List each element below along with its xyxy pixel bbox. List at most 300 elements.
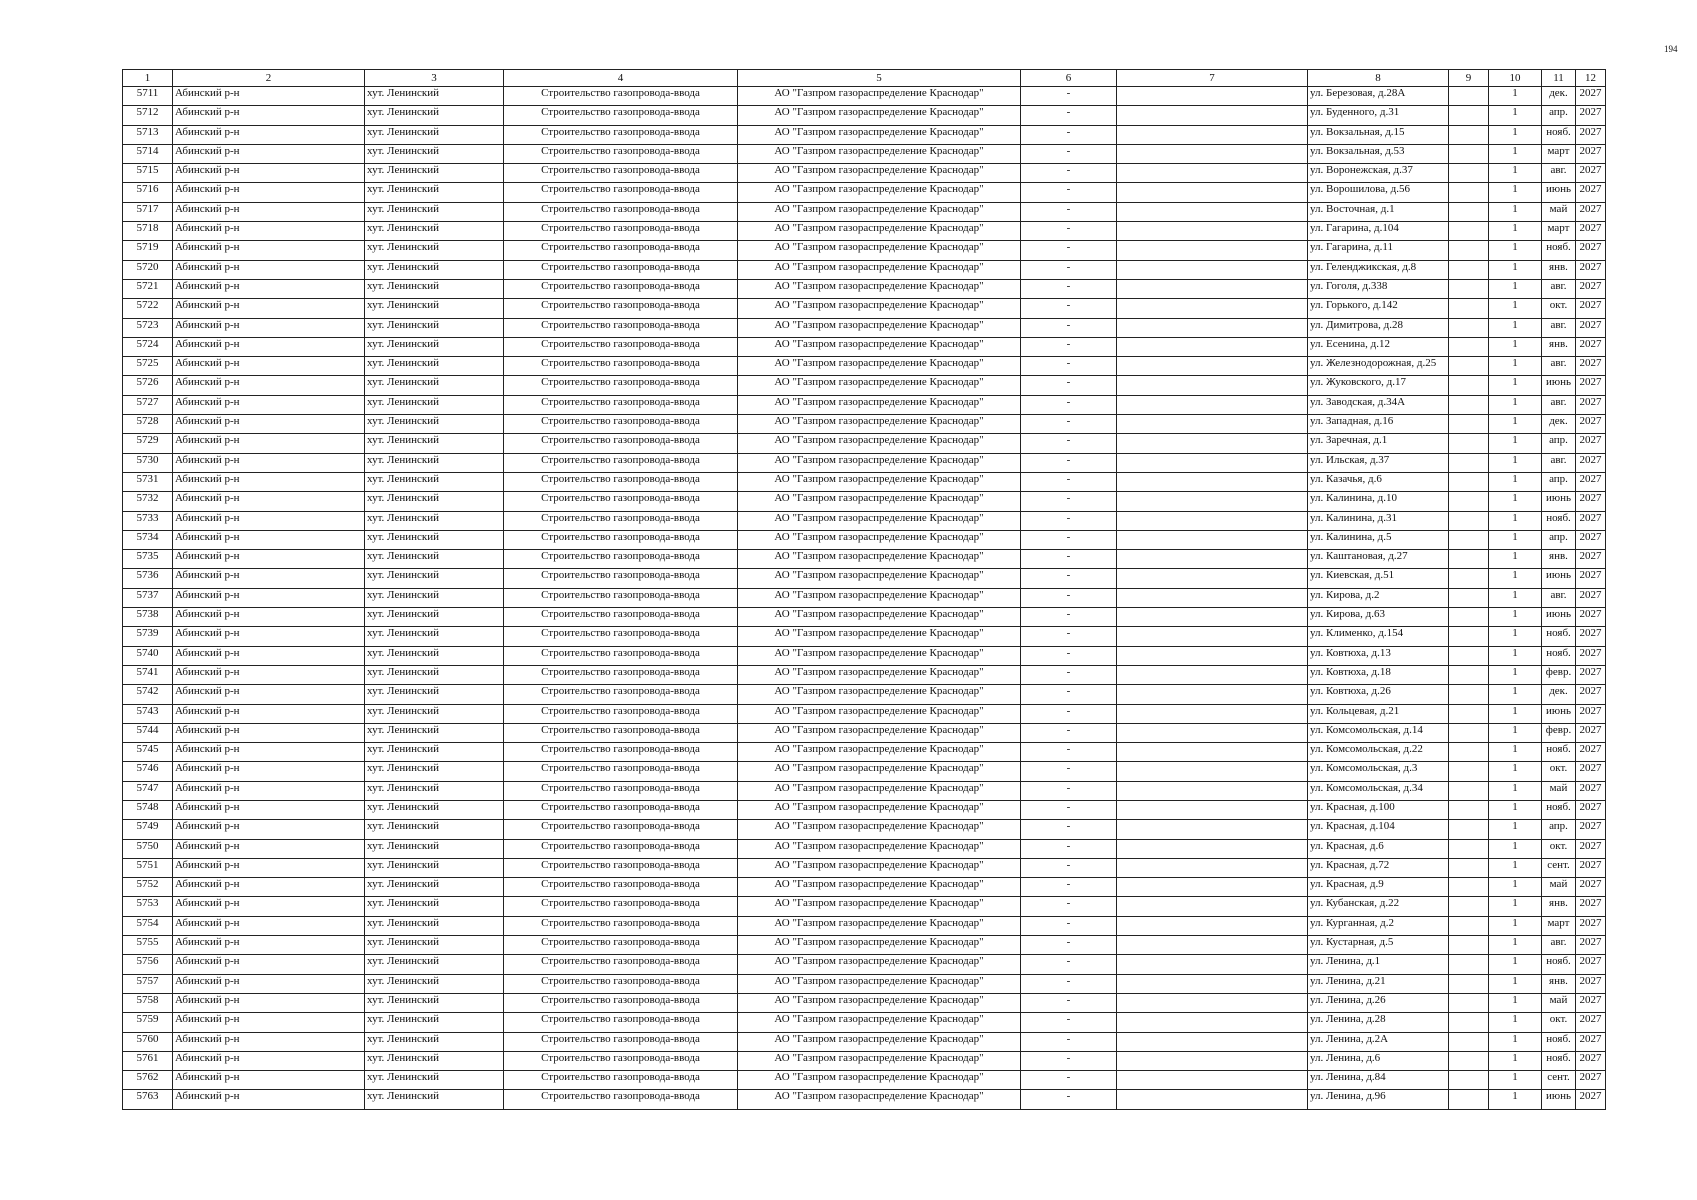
- cell-row-number: 5758: [123, 993, 173, 1012]
- cell-row-number: 5717: [123, 202, 173, 221]
- cell-month: янв.: [1542, 260, 1576, 279]
- cell-address: ул. Кирова, д.2: [1308, 588, 1449, 607]
- cell-row-number: 5754: [123, 916, 173, 935]
- cell-address: ул. Клименко, д.154: [1308, 627, 1449, 646]
- cell-work-type: Строительство газопровода-ввода: [504, 376, 738, 395]
- cell-organization: АО "Газпром газораспределение Краснодар": [738, 916, 1021, 935]
- cell-quantity: 1: [1489, 241, 1542, 260]
- cell-year: 2027: [1576, 569, 1606, 588]
- cell-month: нояб.: [1542, 1051, 1576, 1070]
- table-row: [123, 260, 1606, 279]
- cell-year: 2027: [1576, 993, 1606, 1012]
- cell-address: ул. Ленина, д.2А: [1308, 1032, 1449, 1051]
- cell-col-9: [1449, 608, 1489, 627]
- cell-settlement: хут. Ленинский: [365, 569, 504, 588]
- cell-year: 2027: [1576, 241, 1606, 260]
- cell-row-number: 5759: [123, 1013, 173, 1032]
- cell-year: 2027: [1576, 685, 1606, 704]
- cell-col-9: [1449, 1032, 1489, 1051]
- cell-col-9: [1449, 974, 1489, 993]
- cell-month: дек.: [1542, 87, 1576, 106]
- cell-organization: АО "Газпром газораспределение Краснодар": [738, 858, 1021, 877]
- cell-col-7: [1117, 858, 1308, 877]
- cell-address: ул. Кубанская, д.22: [1308, 897, 1449, 916]
- cell-address: ул. Кустарная, д.5: [1308, 936, 1449, 955]
- cell-month: окт.: [1542, 839, 1576, 858]
- cell-row-number: 5721: [123, 279, 173, 298]
- cell-address: ул. Комсомольская, д.22: [1308, 743, 1449, 762]
- cell-organization: АО "Газпром газораспределение Краснодар": [738, 164, 1021, 183]
- cell-month: сент.: [1542, 858, 1576, 877]
- cell-work-type: Строительство газопровода-ввода: [504, 87, 738, 106]
- cell-col-7: [1117, 1071, 1308, 1090]
- cell-col-6: -: [1021, 993, 1117, 1012]
- cell-work-type: Строительство газопровода-ввода: [504, 588, 738, 607]
- cell-year: 2027: [1576, 627, 1606, 646]
- cell-month: нояб.: [1542, 511, 1576, 530]
- cell-year: 2027: [1576, 453, 1606, 472]
- cell-year: 2027: [1576, 415, 1606, 434]
- cell-settlement: хут. Ленинский: [365, 762, 504, 781]
- cell-address: ул. Есенина, д.12: [1308, 337, 1449, 356]
- table-row: [123, 202, 1606, 221]
- cell-col-9: [1449, 376, 1489, 395]
- table-row: [123, 299, 1606, 318]
- table-row: [123, 511, 1606, 530]
- cell-settlement: хут. Ленинский: [365, 492, 504, 511]
- cell-col-9: [1449, 569, 1489, 588]
- cell-settlement: хут. Ленинский: [365, 627, 504, 646]
- cell-month: окт.: [1542, 1013, 1576, 1032]
- cell-col-7: [1117, 1051, 1308, 1070]
- table-row: [123, 222, 1606, 241]
- cell-district: Абинский р-н: [173, 955, 365, 974]
- cell-address: ул. Комсомольская, д.34: [1308, 781, 1449, 800]
- cell-year: 2027: [1576, 878, 1606, 897]
- table-row: [123, 530, 1606, 549]
- cell-row-number: 5726: [123, 376, 173, 395]
- cell-col-6: -: [1021, 916, 1117, 935]
- cell-settlement: хут. Ленинский: [365, 241, 504, 260]
- cell-quantity: 1: [1489, 1051, 1542, 1070]
- cell-address: ул. Ковтюха, д.13: [1308, 646, 1449, 665]
- cell-organization: АО "Газпром газораспределение Краснодар": [738, 723, 1021, 742]
- cell-col-7: [1117, 800, 1308, 819]
- cell-month: июнь: [1542, 492, 1576, 511]
- cell-year: 2027: [1576, 723, 1606, 742]
- cell-row-number: 5727: [123, 395, 173, 414]
- cell-row-number: 5762: [123, 1071, 173, 1090]
- cell-col-9: [1449, 492, 1489, 511]
- cell-quantity: 1: [1489, 164, 1542, 183]
- cell-work-type: Строительство газопровода-ввода: [504, 453, 738, 472]
- cell-row-number: 5755: [123, 936, 173, 955]
- cell-year: 2027: [1576, 781, 1606, 800]
- cell-col-6: -: [1021, 415, 1117, 434]
- cell-col-6: -: [1021, 144, 1117, 163]
- cell-row-number: 5720: [123, 260, 173, 279]
- cell-work-type: Строительство газопровода-ввода: [504, 1090, 738, 1109]
- table-row: [123, 723, 1606, 742]
- cell-month: февр.: [1542, 665, 1576, 684]
- column-header-10: 10: [1489, 70, 1542, 87]
- cell-col-6: -: [1021, 1013, 1117, 1032]
- cell-year: 2027: [1576, 87, 1606, 106]
- cell-work-type: Строительство газопровода-ввода: [504, 743, 738, 762]
- cell-col-7: [1117, 376, 1308, 395]
- table-row: [123, 492, 1606, 511]
- cell-district: Абинский р-н: [173, 916, 365, 935]
- cell-col-9: [1449, 183, 1489, 202]
- cell-address: ул. Курганная, д.2: [1308, 916, 1449, 935]
- cell-col-9: [1449, 588, 1489, 607]
- cell-row-number: 5723: [123, 318, 173, 337]
- cell-year: 2027: [1576, 588, 1606, 607]
- cell-organization: АО "Газпром газораспределение Краснодар": [738, 646, 1021, 665]
- cell-year: 2027: [1576, 1032, 1606, 1051]
- cell-col-9: [1449, 222, 1489, 241]
- cell-col-7: [1117, 936, 1308, 955]
- cell-district: Абинский р-н: [173, 800, 365, 819]
- cell-col-7: [1117, 569, 1308, 588]
- table-row: [123, 839, 1606, 858]
- cell-col-7: [1117, 993, 1308, 1012]
- cell-col-6: -: [1021, 337, 1117, 356]
- cell-settlement: хут. Ленинский: [365, 743, 504, 762]
- table-row: [123, 685, 1606, 704]
- cell-quantity: 1: [1489, 1032, 1542, 1051]
- cell-col-6: -: [1021, 800, 1117, 819]
- cell-district: Абинский р-н: [173, 260, 365, 279]
- cell-col-6: -: [1021, 550, 1117, 569]
- cell-settlement: хут. Ленинский: [365, 164, 504, 183]
- table-row: [123, 279, 1606, 298]
- cell-work-type: Строительство газопровода-ввода: [504, 318, 738, 337]
- cell-organization: АО "Газпром газораспределение Краснодар": [738, 1032, 1021, 1051]
- cell-organization: АО "Газпром газораспределение Краснодар": [738, 878, 1021, 897]
- table-row: [123, 762, 1606, 781]
- cell-col-7: [1117, 260, 1308, 279]
- cell-quantity: 1: [1489, 511, 1542, 530]
- table-row: [123, 588, 1606, 607]
- cell-settlement: хут. Ленинский: [365, 858, 504, 877]
- cell-month: дек.: [1542, 685, 1576, 704]
- cell-year: 2027: [1576, 530, 1606, 549]
- cell-work-type: Строительство газопровода-ввода: [504, 241, 738, 260]
- cell-work-type: Строительство газопровода-ввода: [504, 357, 738, 376]
- cell-work-type: Строительство газопровода-ввода: [504, 511, 738, 530]
- cell-year: 2027: [1576, 800, 1606, 819]
- cell-col-6: -: [1021, 646, 1117, 665]
- cell-col-7: [1117, 183, 1308, 202]
- cell-col-6: -: [1021, 106, 1117, 125]
- cell-year: 2027: [1576, 1013, 1606, 1032]
- cell-row-number: 5757: [123, 974, 173, 993]
- cell-settlement: хут. Ленинский: [365, 279, 504, 298]
- cell-work-type: Строительство газопровода-ввода: [504, 762, 738, 781]
- cell-row-number: 5739: [123, 627, 173, 646]
- cell-col-6: -: [1021, 1071, 1117, 1090]
- cell-district: Абинский р-н: [173, 820, 365, 839]
- cell-settlement: хут. Ленинский: [365, 588, 504, 607]
- cell-col-7: [1117, 202, 1308, 221]
- cell-col-6: -: [1021, 839, 1117, 858]
- cell-col-6: -: [1021, 376, 1117, 395]
- cell-month: авг.: [1542, 357, 1576, 376]
- cell-quantity: 1: [1489, 665, 1542, 684]
- cell-month: июнь: [1542, 1090, 1576, 1109]
- table-row: [123, 1013, 1606, 1032]
- cell-row-number: 5749: [123, 820, 173, 839]
- cell-work-type: Строительство газопровода-ввода: [504, 299, 738, 318]
- cell-work-type: Строительство газопровода-ввода: [504, 279, 738, 298]
- cell-organization: АО "Газпром газораспределение Краснодар": [738, 337, 1021, 356]
- cell-row-number: 5711: [123, 87, 173, 106]
- table-row: [123, 1090, 1606, 1109]
- cell-col-9: [1449, 87, 1489, 106]
- column-header-11: 11: [1542, 70, 1576, 87]
- cell-quantity: 1: [1489, 125, 1542, 144]
- cell-row-number: 5730: [123, 453, 173, 472]
- cell-col-6: -: [1021, 299, 1117, 318]
- cell-row-number: 5734: [123, 530, 173, 549]
- cell-month: апр.: [1542, 472, 1576, 491]
- cell-quantity: 1: [1489, 704, 1542, 723]
- cell-quantity: 1: [1489, 608, 1542, 627]
- cell-col-6: -: [1021, 87, 1117, 106]
- cell-quantity: 1: [1489, 453, 1542, 472]
- cell-col-7: [1117, 665, 1308, 684]
- cell-row-number: 5736: [123, 569, 173, 588]
- cell-work-type: Строительство газопровода-ввода: [504, 916, 738, 935]
- cell-district: Абинский р-н: [173, 415, 365, 434]
- cell-row-number: 5751: [123, 858, 173, 877]
- cell-organization: АО "Газпром газораспределение Краснодар": [738, 202, 1021, 221]
- table-row: [123, 318, 1606, 337]
- cell-col-6: -: [1021, 279, 1117, 298]
- cell-organization: АО "Газпром газораспределение Краснодар": [738, 183, 1021, 202]
- cell-district: Абинский р-н: [173, 665, 365, 684]
- table-row: [123, 1051, 1606, 1070]
- cell-col-9: [1449, 415, 1489, 434]
- cell-organization: АО "Газпром газораспределение Краснодар": [738, 530, 1021, 549]
- table-row: [123, 1032, 1606, 1051]
- cell-quantity: 1: [1489, 993, 1542, 1012]
- cell-row-number: 5761: [123, 1051, 173, 1070]
- cell-col-6: -: [1021, 685, 1117, 704]
- cell-row-number: 5732: [123, 492, 173, 511]
- cell-organization: АО "Газпром газораспределение Краснодар": [738, 511, 1021, 530]
- cell-col-7: [1117, 87, 1308, 106]
- cell-col-7: [1117, 337, 1308, 356]
- cell-quantity: 1: [1489, 472, 1542, 491]
- cell-col-7: [1117, 415, 1308, 434]
- cell-col-7: [1117, 1090, 1308, 1109]
- cell-row-number: 5733: [123, 511, 173, 530]
- cell-col-9: [1449, 646, 1489, 665]
- cell-month: май: [1542, 878, 1576, 897]
- cell-col-9: [1449, 106, 1489, 125]
- cell-organization: АО "Газпром газораспределение Краснодар": [738, 569, 1021, 588]
- cell-work-type: Строительство газопровода-ввода: [504, 1051, 738, 1070]
- cell-row-number: 5731: [123, 472, 173, 491]
- cell-work-type: Строительство газопровода-ввода: [504, 704, 738, 723]
- cell-quantity: 1: [1489, 685, 1542, 704]
- cell-address: ул. Комсомольская, д.14: [1308, 723, 1449, 742]
- cell-col-7: [1117, 839, 1308, 858]
- cell-year: 2027: [1576, 820, 1606, 839]
- cell-col-9: [1449, 897, 1489, 916]
- cell-quantity: 1: [1489, 357, 1542, 376]
- cell-settlement: хут. Ленинский: [365, 125, 504, 144]
- cell-district: Абинский р-н: [173, 241, 365, 260]
- cell-quantity: 1: [1489, 800, 1542, 819]
- cell-address: ул. Ленина, д.6: [1308, 1051, 1449, 1070]
- cell-row-number: 5724: [123, 337, 173, 356]
- cell-year: 2027: [1576, 1051, 1606, 1070]
- cell-col-6: -: [1021, 222, 1117, 241]
- cell-month: нояб.: [1542, 646, 1576, 665]
- cell-col-7: [1117, 453, 1308, 472]
- cell-district: Абинский р-н: [173, 762, 365, 781]
- cell-col-7: [1117, 955, 1308, 974]
- cell-address: ул. Димитрова, д.28: [1308, 318, 1449, 337]
- cell-col-6: -: [1021, 1032, 1117, 1051]
- cell-organization: АО "Газпром газораспределение Краснодар": [738, 299, 1021, 318]
- cell-address: ул. Ленина, д.84: [1308, 1071, 1449, 1090]
- cell-month: нояб.: [1542, 800, 1576, 819]
- cell-work-type: Строительство газопровода-ввода: [504, 665, 738, 684]
- column-header-5: 5: [738, 70, 1021, 87]
- table-row: [123, 241, 1606, 260]
- cell-month: нояб.: [1542, 1032, 1576, 1051]
- cell-col-9: [1449, 665, 1489, 684]
- cell-district: Абинский р-н: [173, 646, 365, 665]
- cell-settlement: хут. Ленинский: [365, 144, 504, 163]
- cell-col-6: -: [1021, 858, 1117, 877]
- cell-work-type: Строительство газопровода-ввода: [504, 608, 738, 627]
- cell-district: Абинский р-н: [173, 164, 365, 183]
- cell-col-6: -: [1021, 820, 1117, 839]
- cell-col-7: [1117, 916, 1308, 935]
- cell-district: Абинский р-н: [173, 743, 365, 762]
- cell-row-number: 5748: [123, 800, 173, 819]
- cell-address: ул. Ленина, д.28: [1308, 1013, 1449, 1032]
- cell-month: янв.: [1542, 550, 1576, 569]
- cell-month: март: [1542, 222, 1576, 241]
- table-row: [123, 164, 1606, 183]
- cell-settlement: хут. Ленинский: [365, 357, 504, 376]
- cell-month: авг.: [1542, 164, 1576, 183]
- table-row: [123, 550, 1606, 569]
- cell-work-type: Строительство газопровода-ввода: [504, 106, 738, 125]
- cell-col-7: [1117, 627, 1308, 646]
- cell-year: 2027: [1576, 665, 1606, 684]
- cell-col-7: [1117, 723, 1308, 742]
- cell-year: 2027: [1576, 897, 1606, 916]
- cell-district: Абинский р-н: [173, 588, 365, 607]
- cell-col-7: [1117, 357, 1308, 376]
- cell-organization: АО "Газпром газораспределение Краснодар": [738, 125, 1021, 144]
- cell-col-7: [1117, 492, 1308, 511]
- table-row: [123, 897, 1606, 916]
- cell-quantity: 1: [1489, 762, 1542, 781]
- cell-quantity: 1: [1489, 530, 1542, 549]
- cell-settlement: хут. Ленинский: [365, 202, 504, 221]
- table-row: [123, 743, 1606, 762]
- cell-row-number: 5712: [123, 106, 173, 125]
- cell-row-number: 5743: [123, 704, 173, 723]
- cell-year: 2027: [1576, 762, 1606, 781]
- cell-col-6: -: [1021, 608, 1117, 627]
- cell-work-type: Строительство газопровода-ввода: [504, 897, 738, 916]
- cell-organization: АО "Газпром газораспределение Краснодар": [738, 472, 1021, 491]
- cell-row-number: 5750: [123, 839, 173, 858]
- cell-settlement: хут. Ленинский: [365, 665, 504, 684]
- cell-year: 2027: [1576, 202, 1606, 221]
- cell-quantity: 1: [1489, 279, 1542, 298]
- cell-col-7: [1117, 608, 1308, 627]
- cell-col-6: -: [1021, 125, 1117, 144]
- cell-work-type: Строительство газопровода-ввода: [504, 955, 738, 974]
- cell-col-6: -: [1021, 164, 1117, 183]
- cell-month: янв.: [1542, 337, 1576, 356]
- cell-year: 2027: [1576, 164, 1606, 183]
- cell-address: ул. Вокзальная, д.15: [1308, 125, 1449, 144]
- cell-col-7: [1117, 164, 1308, 183]
- cell-year: 2027: [1576, 183, 1606, 202]
- cell-address: ул. Красная, д.9: [1308, 878, 1449, 897]
- table-row: [123, 955, 1606, 974]
- cell-address: ул. Вокзальная, д.53: [1308, 144, 1449, 163]
- cell-quantity: 1: [1489, 87, 1542, 106]
- cell-col-9: [1449, 202, 1489, 221]
- cell-month: апр.: [1542, 530, 1576, 549]
- cell-month: нояб.: [1542, 125, 1576, 144]
- cell-settlement: хут. Ленинский: [365, 395, 504, 414]
- cell-year: 2027: [1576, 260, 1606, 279]
- table-row: [123, 144, 1606, 163]
- cell-address: ул. Казачья, д.6: [1308, 472, 1449, 491]
- cell-row-number: 5756: [123, 955, 173, 974]
- table-row: [123, 106, 1606, 125]
- cell-work-type: Строительство газопровода-ввода: [504, 839, 738, 858]
- cell-district: Абинский р-н: [173, 87, 365, 106]
- cell-col-9: [1449, 723, 1489, 742]
- cell-year: 2027: [1576, 955, 1606, 974]
- cell-organization: АО "Газпром газораспределение Краснодар": [738, 87, 1021, 106]
- cell-organization: АО "Газпром газораспределение Краснодар": [738, 955, 1021, 974]
- cell-year: 2027: [1576, 1090, 1606, 1109]
- cell-work-type: Строительство газопровода-ввода: [504, 800, 738, 819]
- cell-address: ул. Комсомольская, д.3: [1308, 762, 1449, 781]
- cell-col-9: [1449, 260, 1489, 279]
- cell-district: Абинский р-н: [173, 1032, 365, 1051]
- cell-address: ул. Красная, д.6: [1308, 839, 1449, 858]
- cell-col-9: [1449, 820, 1489, 839]
- column-header-9: 9: [1449, 70, 1489, 87]
- cell-month: апр.: [1542, 820, 1576, 839]
- cell-month: март: [1542, 916, 1576, 935]
- cell-work-type: Строительство газопровода-ввода: [504, 685, 738, 704]
- cell-district: Абинский р-н: [173, 550, 365, 569]
- cell-work-type: Строительство газопровода-ввода: [504, 222, 738, 241]
- cell-settlement: хут. Ленинский: [365, 723, 504, 742]
- cell-address: ул. Киевская, д.51: [1308, 569, 1449, 588]
- cell-col-9: [1449, 878, 1489, 897]
- cell-year: 2027: [1576, 222, 1606, 241]
- cell-address: ул. Калинина, д.10: [1308, 492, 1449, 511]
